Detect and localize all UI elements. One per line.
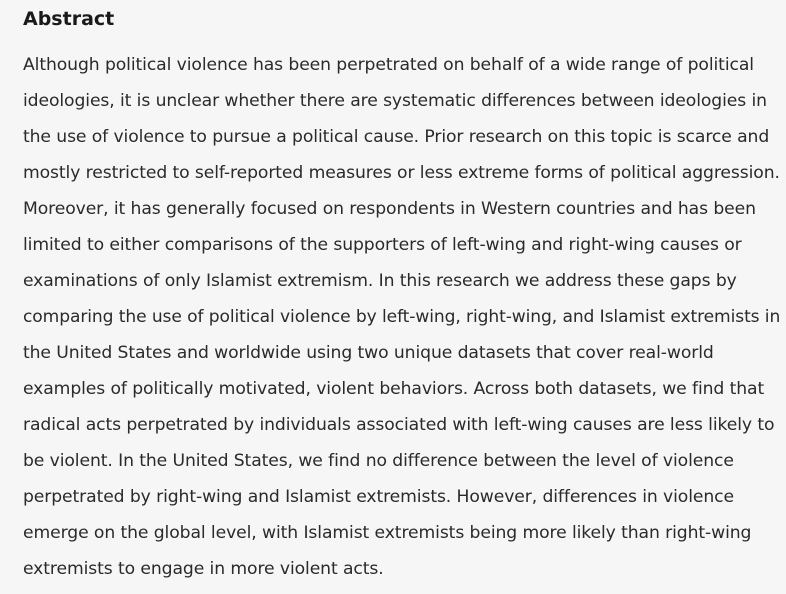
abstract-line: ideologies, it is unclear whether there are systematic differences between ideologies in (23, 91, 767, 111)
abstract-line: examples of politically motivated, violent behaviors. Across both datasets, we find that (23, 379, 765, 399)
abstract-line: limited to either comparisons of the supporters of left-wing and right-wing causes or (23, 235, 742, 255)
abstract-line: Although political violence has been perpetrated on behalf of a wide range of political (23, 55, 754, 75)
abstract-line: mostly restricted to self-reported measures or less extreme forms of political aggression. (23, 163, 780, 183)
abstract-line: radical acts perpetrated by individuals associated with left-wing causes are less likely to (23, 415, 775, 435)
abstract-line: examinations of only Islamist extremism. In this research we address these gaps by (23, 271, 737, 291)
abstract-line: Moreover, it has generally focused on respondents in Western countries and has been (23, 199, 756, 219)
abstract-line: the use of violence to pursue a political cause. Prior research on this topic is scarce and (23, 127, 770, 147)
abstract-line: perpetrated by right-wing and Islamist extremists. However, differences in violence (23, 487, 734, 507)
abstract-line: comparing the use of political violence by left-wing, right-wing, and Islamist extremists in (23, 307, 781, 327)
abstract-heading: Abstract (23, 8, 115, 30)
abstract-line: extremists to engage in more violent acts. (23, 559, 384, 579)
abstract-body (23, 47, 783, 587)
abstract-line: be violent. In the United States, we find no difference between the level of violence (23, 451, 734, 471)
abstract-line: the United States and worldwide using two unique datasets that cover real-world (23, 343, 714, 363)
abstract-line: emerge on the global level, with Islamist extremists being more likely than right-wing (23, 523, 752, 543)
